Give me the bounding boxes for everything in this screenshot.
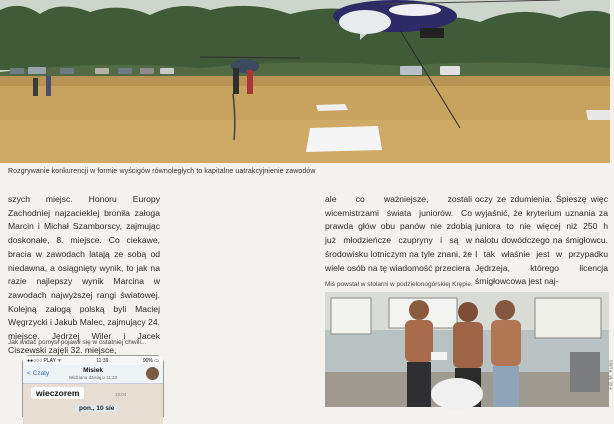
article-column-3 [475,193,608,289]
message-time: 18:04 [115,392,127,397]
bottom-photo-caption: Miś powstał w stolarni w podzielonogórskiej Krępie. [325,281,473,288]
day-separator: pon., 10 sie [75,405,118,412]
clock-label: 11:39 [96,357,109,364]
article-column-1 [8,193,160,357]
phone-screenshot [22,355,164,417]
message-area [23,384,163,424]
carrier-label: ●●○○○ PLAY ᯤ [27,357,62,364]
column-1-text: szych miejsc. Honoru Europy Zachodniej najzacieklej broniła załoga Marcin i Michał Szamborscy, zajmując doskonałe, 8. miejsce. Co ciekawe, bracia w zawodach latają ze sobą od niedawna, a osiągnięty wynik, to jak na razie najlepszy wynik Marcina w zawodach najwyższej rangi światowej. Kolejną załogą polską byli Maciej Węgrzycki i Jakub Malec, zajmujący 24. miejsce. Jędrzej Wiler i Jacek Ciszewski zajęli 32. miejsce, [8,194,160,355]
photo-credit: Fot. M. Kułas [608,360,614,390]
phone-status-bar [23,356,163,365]
helicopter-scene-illustration [0,0,610,163]
contact-name: Misiek [83,367,103,374]
message-bubble: wieczorem [31,387,84,399]
column-2-text: ale co ważniejsze, zostali wicemistrzami świata juniorów. Co prawda głów obu panów nie zdobią już młodzieńcze czupryny i są w środowisku lotniczym na tyle znani, że wiele osób na tę wiadomość przeciera [325,194,472,273]
workshop-photo [325,292,609,407]
chat-header [23,365,163,384]
last-seen-label: Widziano dzisiaj o 11:23 [68,375,118,380]
phone-caption: Jak widać pomysł pojawił się w ostatniej chwili... [8,339,147,346]
battery-label: 90% ▭ [142,357,159,364]
workshop-scene-illustration [325,292,609,407]
back-button[interactable]: < Czaty [27,370,50,377]
helicopter-competition-photo [0,0,610,163]
top-photo-caption: Rozgrywanie konkurencji w formie wyścigów równoległych to kapitalne uatrakcyjnienie zawodów [8,168,316,175]
column-3-text: oczy ze zdumienia. Śpieszę więc wyjaśnić, że kryterium uznania za juniora to nie więcej niż 250 h nalotu dowódczego na śmigłowcu. I tak właśnie jest w przypadku Jędrzeja, którego licencja śmigłowcowa jest naj- [475,194,608,287]
article-column-2 [325,193,472,275]
avatar[interactable] [146,367,159,380]
